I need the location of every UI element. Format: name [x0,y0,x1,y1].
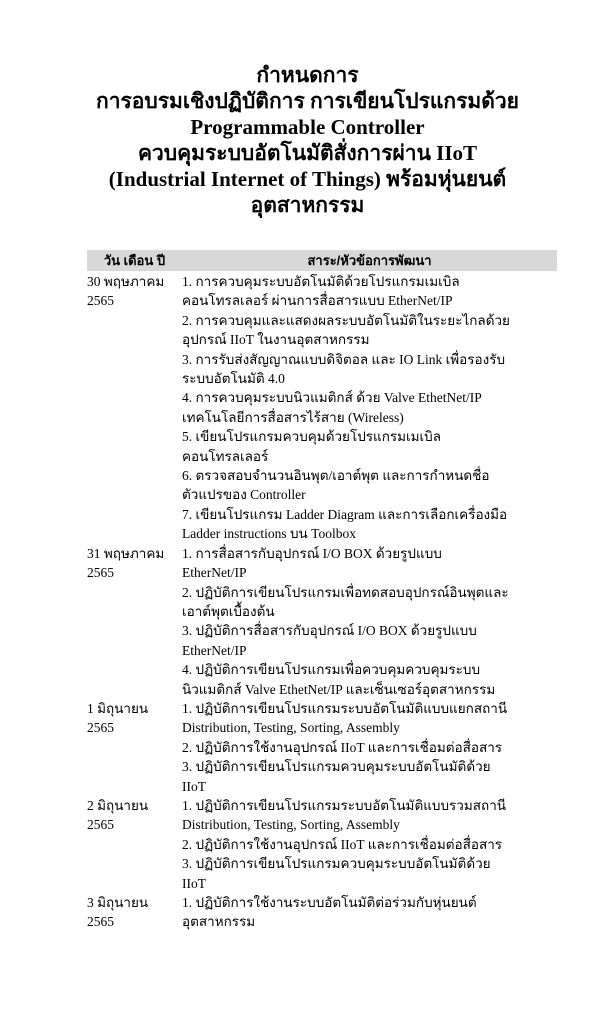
topic-item [182,699,567,738]
header-date: วัน เดือน ปี [103,253,166,268]
day-topics [182,796,567,893]
schedule-day-row [87,544,567,699]
title-line: (Industrial Internet of Things) พร้อมหุ่นยนต์ [108,167,507,191]
topic-line: เอาต์พุตเบื้องต้น [182,603,275,619]
topic-item [182,505,567,544]
topic-item [182,388,567,427]
topic-item [182,660,567,699]
day-date [87,272,182,311]
day-date-line: 2565 [87,293,114,309]
day-date-line: 31 พฤษภาคม [87,545,165,561]
topic-line: ตัวแปรของ Controller [182,487,306,503]
day-date-line: 2565 [87,914,114,930]
topic-line: 3. ปฏิบัติการเขียนโปรแกรมควบคุมระบบอัตโนมัติด้วย [182,759,491,775]
topic-item [182,893,567,932]
topic-line: นิวแมติกส์ Valve EthetNet/IP และเซ็นเซอร์อุตสาหกรรม [182,681,496,697]
day-topics [182,699,567,796]
topic-line: 3. การรับส่งสัญญาณแบบดิจิตอล และ IO Link เพื่อรองรับ [182,351,506,367]
topic-line: 3. ปฏิบัติการเขียนโปรแกรมควบคุมระบบอัตโนมัติด้วย [182,856,491,872]
topic-line: คอนโทรลเลอร์ ผ่านการสื่อสารแบบ EtherNet/IP [182,293,453,309]
topic-line: 1. ปฏิบัติการเขียนโปรแกรมระบบอัตโนมัติแบบแยกสถานี [182,700,508,716]
topic-line: IIoT [182,778,206,794]
topic-line: 3. ปฏิบัติการสื่อสารกับอุปกรณ์ I/O BOX ด้วยรูปแบบ [182,623,477,639]
day-date-line: 2565 [87,817,114,833]
topic-item [182,272,567,311]
topic-line: 2. ปฏิบัติการเขียนโปรแกรมเพื่อทดสอบอุปกรณ์อินพุตและ [182,584,509,600]
title-line: ควบคุมระบบอัตโนมัติสั่งการผ่าน IIoT [137,141,478,165]
schedule-table-header [87,250,557,271]
topic-line: อุปกรณ์ IIoT ในงานอุตสาหกรรม [182,332,370,348]
day-date-line: 3 มิถุนายน [87,895,149,910]
schedule-day-row [87,893,567,932]
day-date-line: 2 มิถุนายน [87,797,149,813]
topic-line: ระบบอัตโนมัติ 4.0 [182,371,285,387]
topic-line: 2. ปฏิบัติการใช้งานอุปกรณ์ IIoT และการเชื่อมต่อสื่อสาร [182,739,503,755]
topic-line: 1. การควบคุมระบบอัตโนมัติด้วยโปรแกรมเมเบิล [182,274,460,289]
topic-item [182,544,567,583]
topic-line: Distribution, Testing, Sorting, Assembly [182,720,400,736]
topic-line: 1. ปฏิบัติการใช้งานระบบอัตโนมัติต่อร่วมกับหุ่นยนต์ [182,895,477,910]
topic-line: 4. ปฏิบัติการเขียนโปรแกรมเพื่อควบคุมควบคุมระบบ [182,662,481,678]
topic-line: อุตสาหกรรม [182,914,256,930]
day-topics [182,893,567,932]
day-date-line: 1 มิถุนายน [87,700,149,716]
topic-item [182,835,567,854]
day-topics [182,544,567,699]
topic-line: 5. เขียนโปรแกรมควบคุมด้วยโปรแกรมเมเบิล [182,429,442,445]
day-date-line: 2565 [87,565,114,581]
title-line: Programmable Controller [190,115,425,139]
topic-item [182,854,567,893]
day-date [87,544,182,583]
topic-line: คอนโทรลเลอร์ [182,448,269,464]
schedule-day-row [87,796,567,893]
topic-line: EtherNet/IP [182,642,247,658]
schedule-table-body [87,272,567,932]
topic-item [182,350,567,389]
day-date-line: 30 พฤษภาคม [87,274,165,289]
topic-line: 6. ตรวจสอบจำนวนอินพุต/เอาต์พุต และการกำหนดชื่อ [182,468,490,484]
topic-item [182,757,567,796]
header-topic: สาระ/หัวข้อการพัฒนา [307,253,432,268]
title-line: กำหนดการ [256,63,359,87]
topic-item [182,466,567,505]
topic-item [182,583,567,622]
topic-item [182,311,567,350]
topic-item [182,796,567,835]
topic-line: 2. ปฏิบัติการใช้งานอุปกรณ์ IIoT และการเชื่อมต่อสื่อสาร [182,836,503,852]
topic-line: 4. การควบคุมระบบนิวแมติกส์ ด้วย Valve EthetNet/IP [182,390,482,406]
title-line: อุตสาหกรรม [250,193,365,217]
topic-line: 1. ปฏิบัติการเขียนโปรแกรมระบบอัตโนมัติแบบรวมสถานี [182,797,507,813]
topic-line: 1. การสื่อสารกับอุปกรณ์ I/O BOX ด้วยรูปแบบ [182,545,442,561]
day-date [87,893,182,932]
topic-item [182,427,567,466]
title-line: การอบรมเชิงปฏิบัติการ การเขียนโปรแกรมด้วย [96,89,519,113]
topic-line: 7. เขียนโปรแกรม Ladder Diagram และการเลือกเครื่องมือ [182,506,508,522]
day-date [87,699,182,738]
day-date [87,796,182,835]
topic-item [182,621,567,660]
topic-line: EtherNet/IP [182,565,247,581]
schedule-day-row [87,272,567,544]
topic-line: 2. การควบคุมและแสดงผลระบบอัตโนมัติในระยะไกลด้วย [182,312,510,328]
topic-line: เทคโนโลยีการสื่อสารไร้สาย (Wireless) [182,409,404,425]
day-topics [182,272,567,544]
schedule-day-row [87,699,567,796]
topic-line: Distribution, Testing, Sorting, Assembly [182,817,400,833]
document-title [0,62,615,218]
topic-item [182,738,567,757]
topic-line: Ladder instructions บน Toolbox [182,526,356,542]
day-date-line: 2565 [87,720,114,736]
topic-line: IIoT [182,875,206,891]
